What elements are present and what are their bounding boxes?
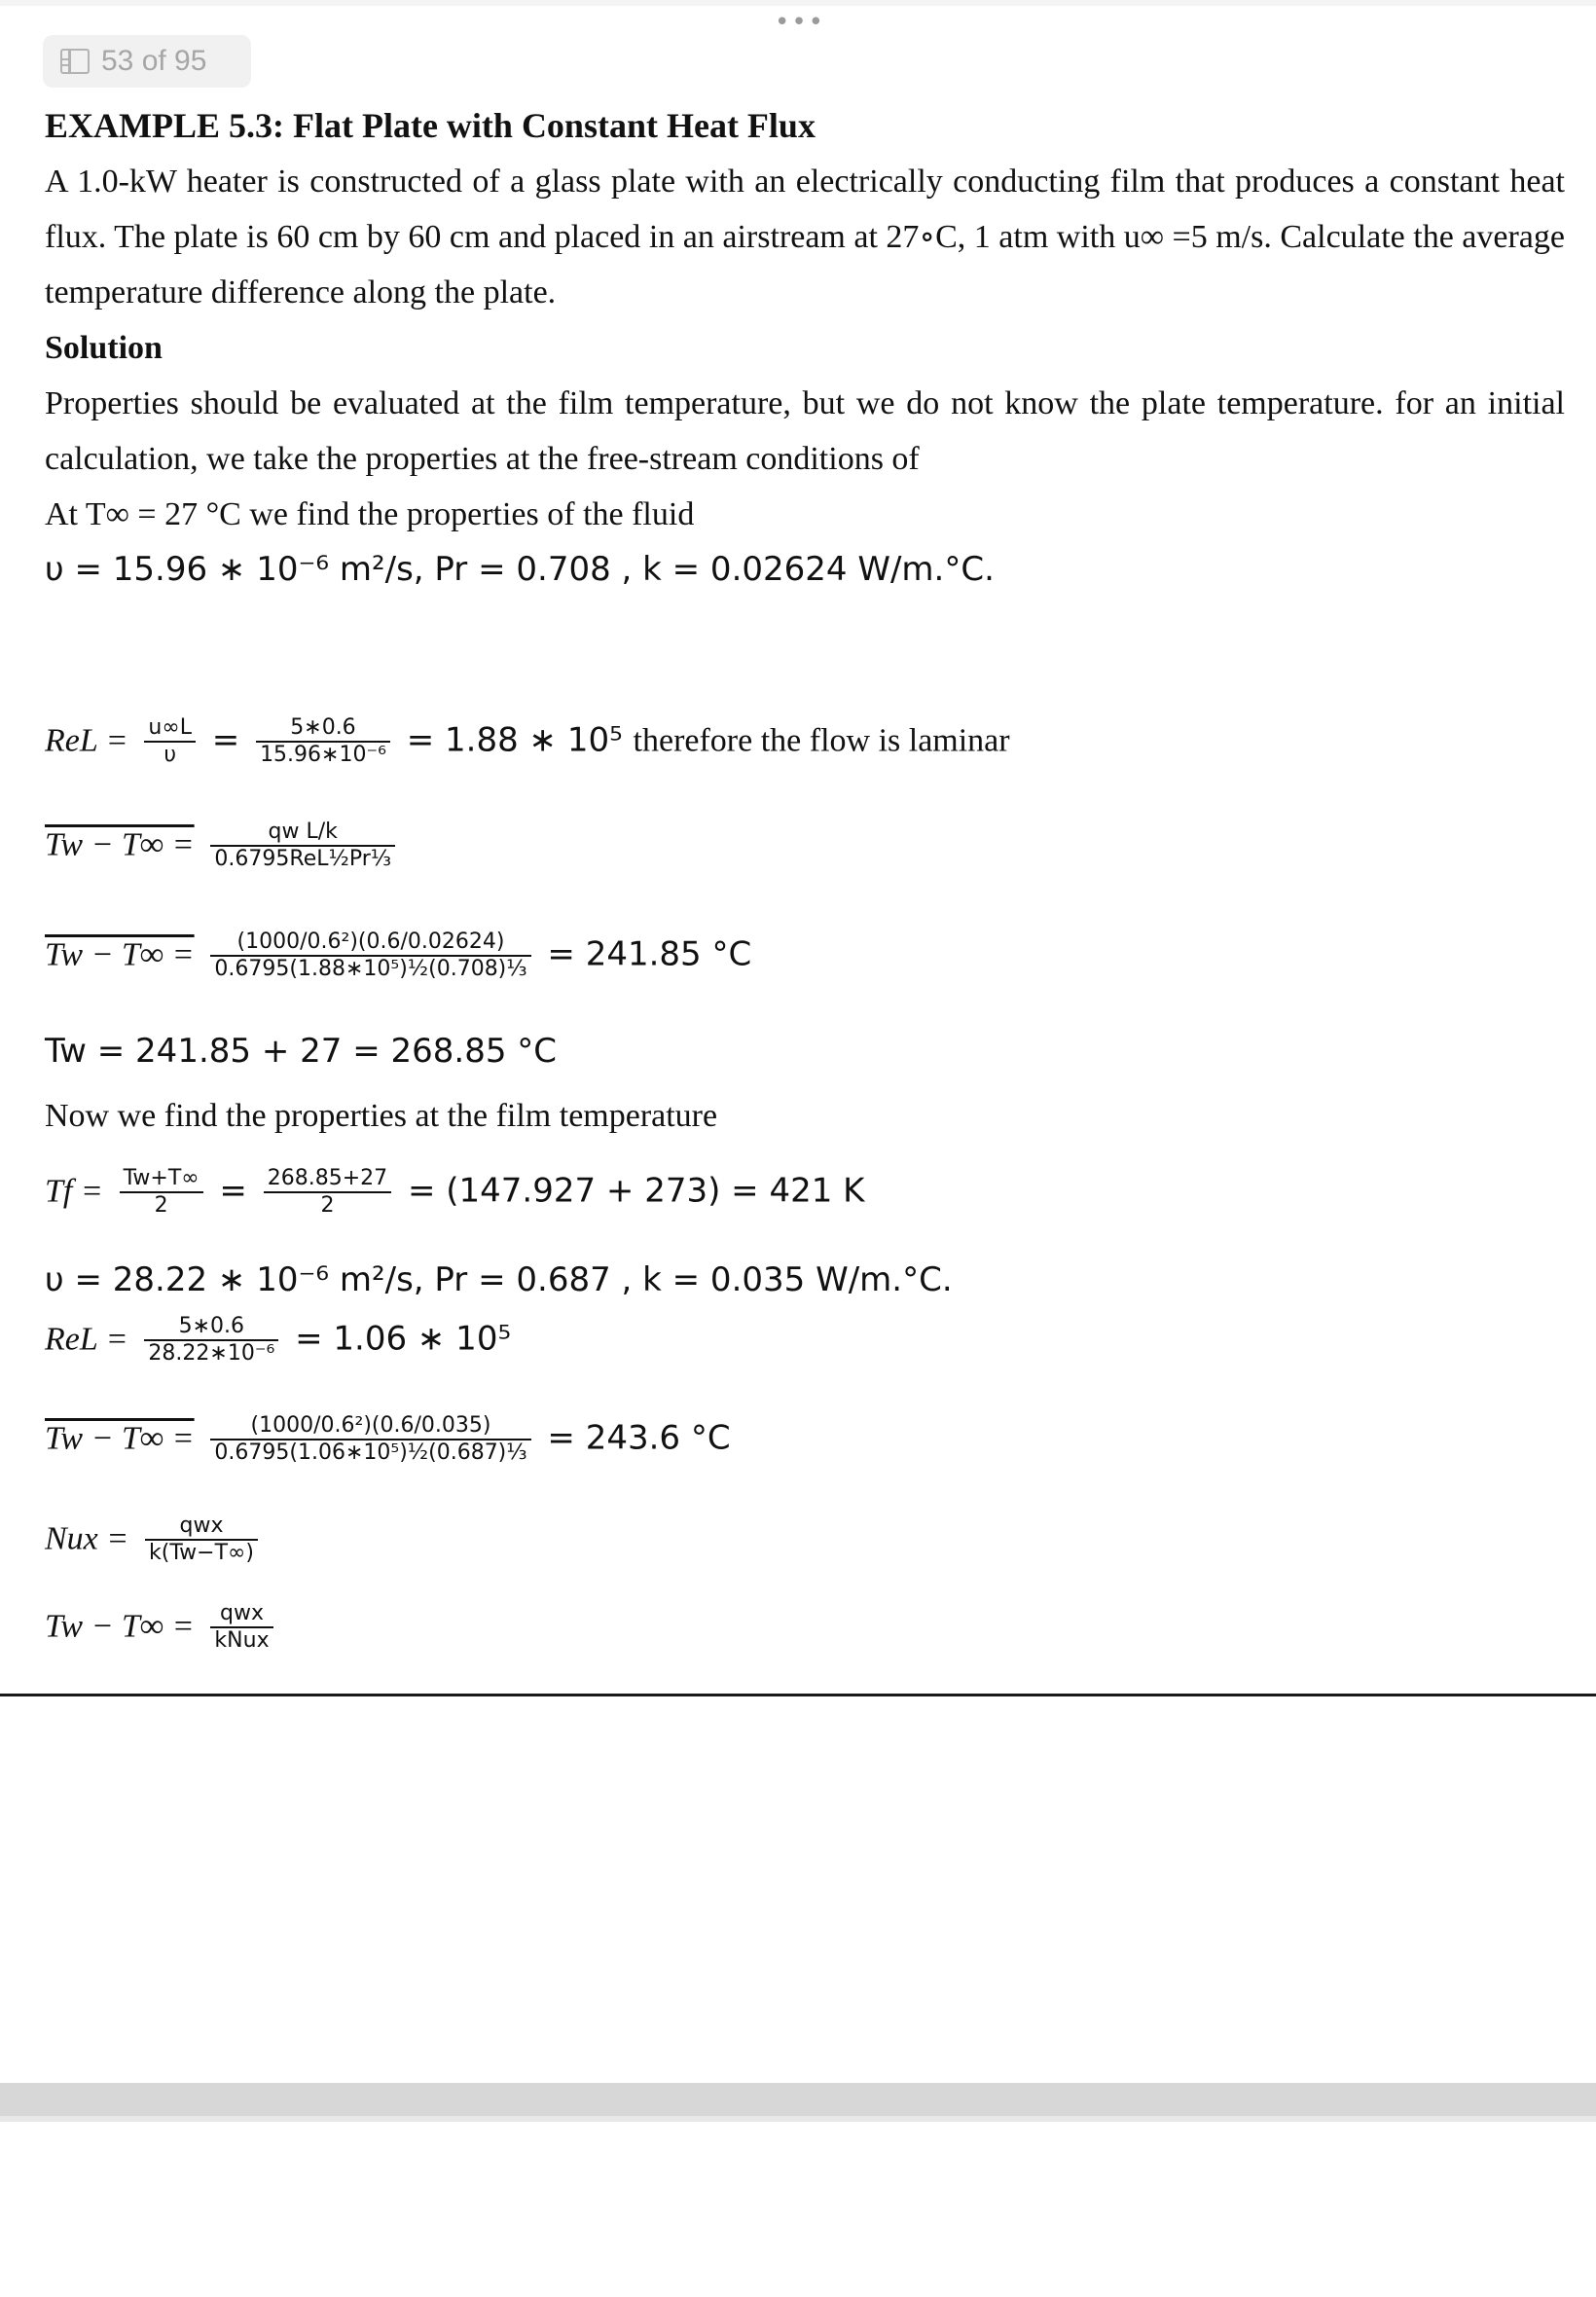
- nu-lhs: Nux =: [45, 1520, 129, 1557]
- dt-general-lhs: Tw − T∞ =: [45, 826, 195, 863]
- tf-lhs: Tf =: [45, 1173, 103, 1210]
- dt2-den: 0.6795(1.06∗10⁵)½(0.687)⅓: [214, 1440, 527, 1465]
- example-title: EXAMPLE 5.3: Flat Plate with Constant Heat Flux: [45, 106, 816, 145]
- dt2-num: (1000/0.6²)(0.6/0.035): [210, 1413, 530, 1440]
- dt3-lhs: Tw − T∞ =: [45, 1608, 195, 1645]
- dt1-num: (1000/0.6²)(0.6/0.02624): [210, 930, 530, 957]
- delta-t-nusselt-equation: [45, 1601, 279, 1654]
- dt3-den: kNux: [214, 1628, 270, 1653]
- nu-num: qwx: [145, 1513, 258, 1541]
- page-indicator-badge[interactable]: [43, 35, 251, 88]
- delta-t-equation-1: [45, 930, 751, 982]
- dt-general-den: 0.6795ReL½Pr⅓: [214, 847, 392, 871]
- re1-note: therefore the flow is laminar: [633, 722, 1010, 759]
- re1-frac2-num: 5∗0.6: [256, 715, 390, 743]
- re1-lhs: ReL =: [45, 722, 128, 759]
- re1-frac1-den: υ: [163, 743, 177, 767]
- tf-frac1-num: Tw+T∞: [120, 1166, 203, 1193]
- properties-line-2: υ = 28.22 ∗ 10⁻⁶ m²/s, Pr = 0.687 , k = 0.035 W/m.°C.: [45, 1260, 953, 1299]
- page-icon: [60, 49, 90, 74]
- delta-t-equation-2: [45, 1413, 731, 1466]
- re2-den: 28.22∗10⁻⁶: [148, 1341, 275, 1366]
- more-options-indicator[interactable]: •••: [775, 8, 826, 37]
- top-edge-fragment: [0, 0, 1596, 6]
- dt1-rhs: = 241.85 °C: [547, 934, 752, 974]
- dt2-lhs: Tw − T∞ =: [45, 1420, 195, 1457]
- wall-temperature-line: Tw = 241.85 + 27 = 268.85 °C: [45, 1032, 558, 1071]
- document-content: [45, 97, 1565, 598]
- re2-rhs: = 1.06 ∗ 10⁵: [295, 1319, 512, 1359]
- properties-line-1: υ = 15.96 ∗ 10⁻⁶ m²/s, Pr = 0.708 , k = 0.02624 W/m.°C.: [45, 550, 995, 589]
- tf-rhs: = (147.927 + 273) = 421 K: [407, 1171, 865, 1211]
- dt1-den: 0.6795(1.88∗10⁵)½(0.708)⅓: [214, 957, 527, 981]
- page-bottom-rule: [0, 1694, 1596, 1696]
- re2-lhs: ReL =: [45, 1321, 128, 1358]
- dt3-num: qwx: [210, 1601, 272, 1628]
- re2-num: 5∗0.6: [144, 1314, 278, 1341]
- reynolds-equation-1: ReL = $\frac{u\infty L}{\upsilon}$ = $\frac{5∗0.6}{\text{15.96∗10⁻⁶}}$ = 1.88 ∗ 10⁵ therefore the flow is laminar: [45, 715, 1010, 767]
- page-separator-shadow: [0, 2116, 1596, 2122]
- tf-frac1-den: 2: [154, 1193, 168, 1218]
- tf-frac2-den: 2: [320, 1193, 335, 1218]
- nu-den: k(Tw−T∞): [149, 1541, 254, 1565]
- problem-statement: A 1.0-kW heater is constructed of a glass plate with an electrically conducting film that produces a constant heat flux. The plate is 60 cm by 60 cm and placed in an airstream at 27∘C, 1 atm with u∞ =5 m/s. Calculate the average temperature difference along the plate.: [45, 164, 1565, 310]
- solution-intro: Properties should be evaluated at the film temperature, but we do not know the plate temperature. for an initial calculation, we take the properties at the free-stream conditions of: [45, 385, 1565, 477]
- dt-general-num: qw L/k: [210, 820, 395, 847]
- page-separator-bar: [0, 2083, 1596, 2116]
- re1-rhs: = 1.88 ∗ 10⁵: [406, 720, 623, 760]
- re1-frac1-num: u∞L: [144, 715, 196, 743]
- reynolds-equation-2: [45, 1314, 511, 1367]
- film-temperature-equation: Tf = $\frac{Tw+T\infty}{2}$ = $\frac{268.85+27}{2}$ = (147.927 + 273) = 421 K: [45, 1166, 865, 1218]
- solution-heading: Solution: [45, 330, 163, 366]
- film-temperature-heading: Now we find the properties at the film temperature: [45, 1098, 718, 1134]
- re1-frac2-den: 15.96∗10⁻⁶: [260, 743, 386, 767]
- dt2-rhs: = 243.6 °C: [547, 1418, 731, 1458]
- at-line: At T∞ = 27 °C we find the properties of the fluid: [45, 496, 695, 532]
- delta-t-general-equation: [45, 820, 401, 872]
- nusselt-equation: [45, 1513, 264, 1566]
- page-indicator-text: 53 of 95: [101, 45, 207, 77]
- dt1-lhs: Tw − T∞ =: [45, 936, 195, 973]
- tf-frac2-num: 268.85+27: [264, 1166, 391, 1193]
